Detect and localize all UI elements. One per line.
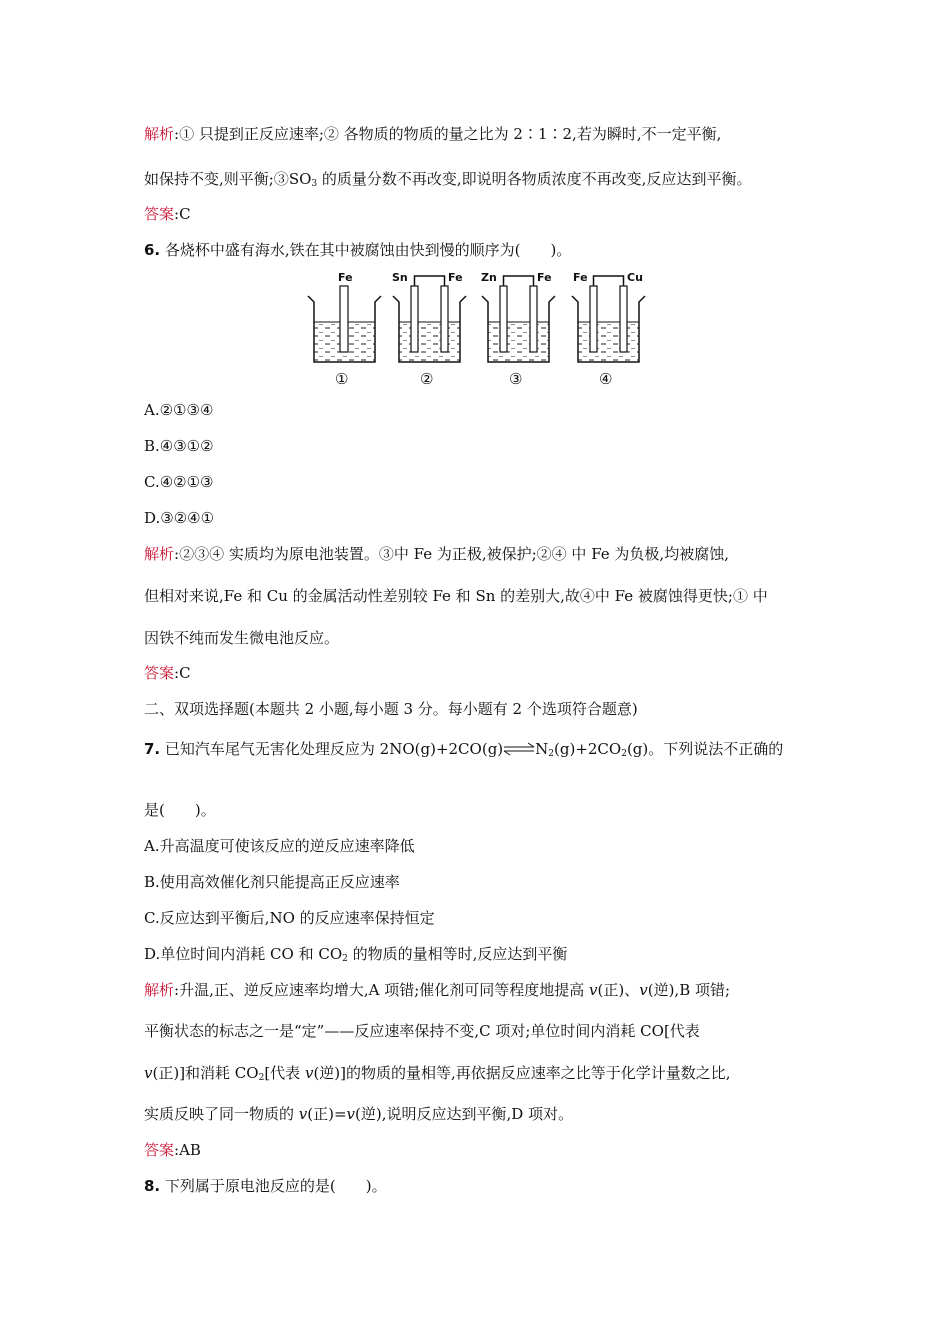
electrode-label: Fe bbox=[537, 271, 552, 284]
beaker-3 bbox=[481, 271, 555, 388]
option-d: D.单位时间内消耗 CO 和 $CO_2$ 的物质的量相等时,反应达到平衡 bbox=[144, 945, 568, 964]
question-7-stem-cont: 是( )。 bbox=[144, 801, 216, 819]
explanation-line: 实质反映了同一物质的 v(正)=v(逆),说明反应达到平衡,D 项对。 bbox=[144, 1105, 574, 1123]
option-b: B.④③①② bbox=[144, 437, 214, 455]
explanation-line: 因铁不纯而发生微电池反应。 bbox=[144, 629, 340, 647]
beaker-number: ② bbox=[420, 370, 434, 388]
explanation-label: 解析 bbox=[144, 981, 175, 999]
explanation-line: 如保持不变,则平衡$;③SO_3$ 的质量分数不再改变,即说明各物质浓度不再改变,反应达到平衡。 bbox=[144, 170, 752, 189]
question-number: 8. bbox=[144, 1177, 161, 1195]
equilibrium-arrow-icon bbox=[503, 742, 535, 756]
electrode-label: Zn bbox=[481, 271, 497, 284]
option-a: A.②①③④ bbox=[144, 401, 214, 419]
beaker-number: ③ bbox=[509, 370, 523, 388]
answer-label: 答案 bbox=[144, 664, 175, 682]
option-c: C.反应达到平衡后,NO 的反应速率保持恒定 bbox=[144, 909, 435, 927]
option-c: C.④②①③ bbox=[144, 473, 214, 491]
beakers-figure bbox=[300, 268, 660, 394]
answer-label: 答案 bbox=[144, 205, 175, 223]
electrode-label: Fe bbox=[573, 271, 588, 284]
explanation-line: v(正)]和消耗 $CO_2$[代表 v(逆)]的物质的量相等,再依据反应速率之比等于化学计量数之比, bbox=[144, 1064, 731, 1083]
explanation-line: 解析:升温,正、逆反应速率均增大,A 项错;催化剂可同等程度地提高 v(正)、v(逆),B 项错; bbox=[144, 981, 731, 999]
electrode-label: Sn bbox=[392, 271, 408, 284]
question-7-stem: 7. 已知汽车尾气无害化处理反应为 2NO(g)+2CO(g) $N_2(g)+2CO_2(g)$。下列说法不正确的 bbox=[144, 740, 784, 759]
explanation-line: 但相对来说,Fe 和 Cu 的金属活动性差别较 Fe 和 Sn 的差别大,故④中 Fe 被腐蚀得更快;① 中 bbox=[144, 587, 768, 605]
question-6-stem: 6. 各烧杯中盛有海水,铁在其中被腐蚀由快到慢的顺序为( )。 bbox=[144, 241, 572, 259]
explanation-label: 解析 bbox=[144, 125, 175, 143]
explanation-line: 解析:① 只提到正反应速率;② 各物质的物质的量之比为 2∶1∶2,若为瞬时,不一定平衡, bbox=[144, 125, 722, 143]
explanation-line: 解析:②③④ 实质均为原电池装置。③中 Fe 为正极,被保护;②④ 中 Fe 为负极,均被腐蚀, bbox=[144, 545, 729, 563]
answer-line: 答案:C bbox=[144, 205, 191, 223]
answer-line: 答案:AB bbox=[144, 1141, 201, 1159]
question-number: 7. bbox=[144, 740, 161, 758]
beaker-4 bbox=[572, 271, 645, 388]
option-a: A.升高温度可使该反应的逆反应速率降低 bbox=[144, 837, 415, 855]
explanation-line: 平衡状态的标志之一是“定”——反应速率保持不变,C 项对;单位时间内消耗 CO[代表 bbox=[144, 1022, 700, 1040]
beaker-number: ④ bbox=[599, 370, 613, 388]
answer-label: 答案 bbox=[144, 1141, 175, 1159]
electrode-label: Fe bbox=[448, 271, 463, 284]
electrode-label: Cu bbox=[627, 271, 643, 284]
question-8-stem: 8. 下列属于原电池反应的是( )。 bbox=[144, 1177, 387, 1195]
beaker-1 bbox=[308, 271, 381, 388]
electrode-label: Fe bbox=[338, 271, 353, 284]
section-heading: 二、双项选择题(本题共 2 小题,每小题 3 分。每小题有 2 个选项符合题意) bbox=[144, 700, 638, 718]
option-b: B.使用高效催化剂只能提高正反应速率 bbox=[144, 873, 400, 891]
answer-line: 答案:C bbox=[144, 664, 191, 682]
beaker-number: ① bbox=[335, 370, 349, 388]
explanation-label: 解析 bbox=[144, 545, 175, 563]
option-d: D.③②④① bbox=[144, 509, 215, 527]
beaker-2 bbox=[392, 271, 466, 388]
question-number: 6. bbox=[144, 241, 161, 259]
